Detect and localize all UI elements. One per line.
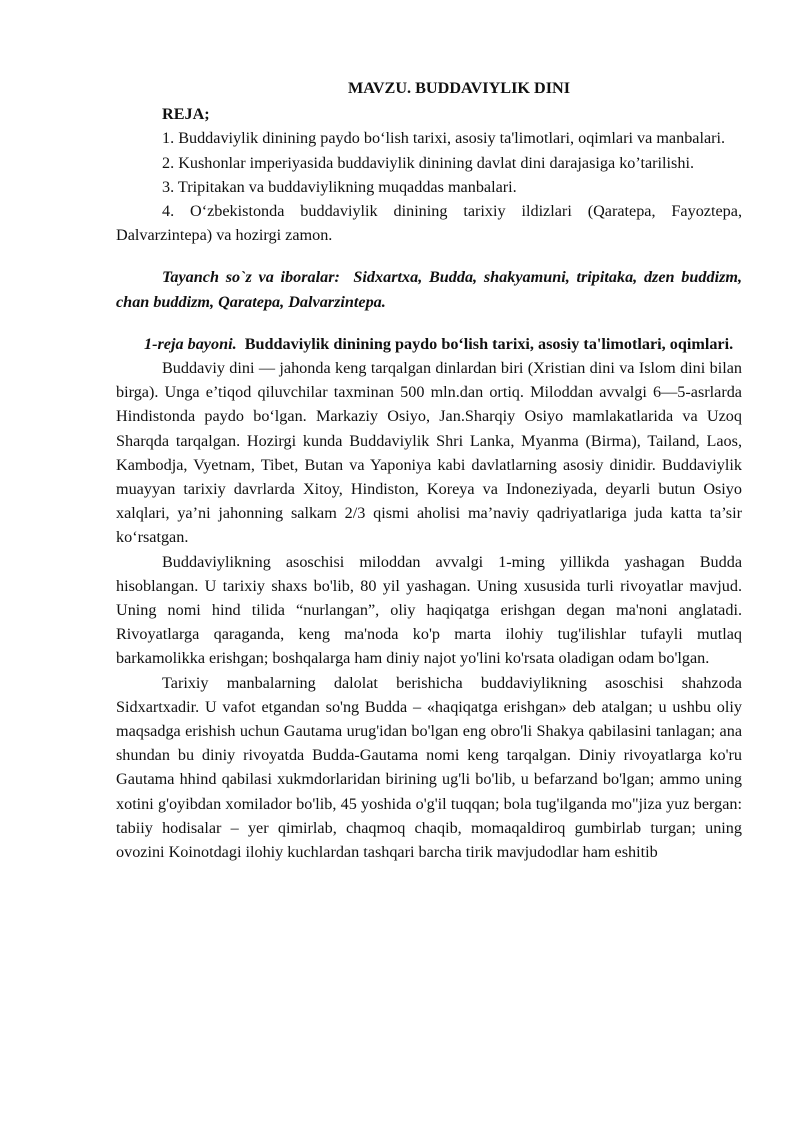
keywords-text: Sidxartxa, Budda, shakyamuni, tripitaka, dzen buddizm, chan buddizm, Qaratepa, Dalvarzintepa. bbox=[116, 268, 743, 311]
paragraph-1: Buddaviy dini — jahonda keng tarqalgan dinlardan biri (Xristian dini va Islom dini bilan birga). Unga e’tiqod qiluvchilar taxminan 500 mln.dan ortiq. Miloddan avvalgi 6—5-asrlarda Hindistonda paydo bo‘lgan. Markaziy Osiyo, Jan.Sharqiy Osiyo mamlakatlarida va Uzoq Sharqda tarqalgan. Hozirgi kunda Buddaviylik Shri Lanka, Myanma (Birma), Tailand, Laos, Kambodja, Vyetnam, Tibet, Butan va Yaponiya kabi davlatlarning asosiy dinidir. Buddaviylik muayyan tarixiy davrlarda Xitoy, Hindiston, Koreya va Indoneziyada, deyarli butun Osiyo xalqlari, ya’ni jahonning salkam 2/3 qismi aholisi ma’naviy qadriyatlariga juda katta ta’sir ko‘rsatgan. bbox=[116, 359, 742, 547]
paragraph-2: Buddaviylikning asoschisi miloddan avvalgi 1-ming yillikda yashagan Budda hisoblangan. U tarixiy shaxs bo'lib, 80 yil yashagan. Uning xususida turli rivoyatlar mavjud. Uning nomi hind tilida “nurlangan”, oliy haqiqatga erishgan degan ma'noni anglatadi. Rivoyatlarga qaraganda, keng ma'noda ko'p marta ilohiy tug'ilishlar tufayli mutlaq barkamolikka erishgan; boshqalarga ham diniy najot yo'lini ko'rsata oladigan odam bo'lgan. bbox=[116, 552, 742, 668]
keywords-label: Tayanch so`z va iboralar: bbox=[162, 268, 340, 287]
plan-item-2: 2. Kushonlar imperiyasida buddaviylik dinining davlat dini darajasiga ko’tarilishi. bbox=[162, 153, 694, 172]
plan-item-4: 4. O‘zbekistonda buddaviylik dinining tarixiy ildizlari (Qaratepa, Fayoztepa, Dalvarzintepa) va hozirgi zamon. bbox=[116, 202, 742, 245]
spacer bbox=[116, 314, 742, 332]
spacer bbox=[116, 247, 742, 265]
keywords-line bbox=[116, 265, 742, 313]
page-title: MAVZU. BUDDAVIYLIK DINI bbox=[347, 79, 570, 97]
plan-heading: REJA; bbox=[162, 105, 210, 124]
section-lead: 1-reja bayoni. bbox=[144, 334, 237, 353]
plan-item-1: 1. Buddaviylik dinining paydo bo‘lish tarixi, asosiy ta'limotlari, oqimlari va manbalari. bbox=[162, 129, 726, 148]
section-heading bbox=[116, 332, 742, 356]
plan-item-3: 3. Tripitakan va buddaviylikning muqaddas manbalari. bbox=[162, 177, 517, 196]
paragraph-3: Tarixiy manbalarning dalolat berishicha buddaviylikning asoschisi shahzoda Sidxartxadir. U vafot etgandan so'ng Budda – «haqiqatga erishgan» deb atalgan; u ushbu oliy maqsadga erishish uchun Gautama urug'idan bo'lgan eng obro'li Shakya qabilasini tanlagan; ana shundan bu diniy rivoyatda Budda-Gautama nomi keng tarqalgan. Diniy rivoyatlarga ko'ru Gautama hhind qabilasi xukmdorlaridan birining ug'li bo'lib, u befarzand bo'lgan; ammo uning xotini g'oyibdan xomilador bo'lib, 45 yoshida o'g'il tuqqan; bola tug'ilganda mo"jiza yuz bergan: tabiiy hodisalar – yer qimirlab, chaqmoq chaqib, momaqaldiroq gumbirlab turgan; uning ovozini Koinotdagi ilohiy kuchlardan tashqari barcha tirik mavjudodlar ham eshitib bbox=[116, 673, 742, 862]
section-title: Buddaviylik dinining paydo bo‘lish tarixi, asosiy ta'limotlari, oqimlari. bbox=[244, 334, 734, 353]
